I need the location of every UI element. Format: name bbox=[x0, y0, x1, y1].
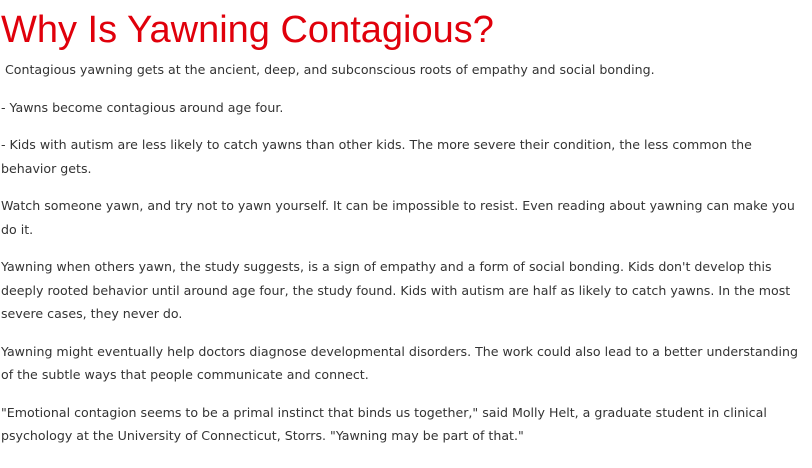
article-paragraph-intro: Contagious yawning gets at the ancient, deep, and subconscious roots of empathy and social bonding. bbox=[1, 62, 655, 77]
article-bullet-autism: - Kids with autism are less likely to catch yawns than other kids. The more severe their condition, the less common the behavior gets. bbox=[1, 137, 752, 176]
article-title: Why Is Yawning Contagious? bbox=[1, 9, 494, 51]
article-body bbox=[1, 58, 801, 462]
article-bullet-age: - Yawns become contagious around age four. bbox=[1, 99, 284, 115]
article-quote-paragraph: "Emotional contagion seems to be a primal instinct that binds us together," said Molly Helt, a graduate student in clinical psychology at the University of Connecticut, Storrs. "Yawning may be part of that." bbox=[1, 404, 767, 443]
article-paragraph: Yawning when others yawn, the study suggests, is a sign of empathy and a form of social bonding. Kids don't develop this deeply rooted behavior until around age four, the study found. Kids with autism are half as likely to catch yawns. In the most severe cases, they never do. bbox=[1, 259, 791, 321]
article-paragraph: Watch someone yawn, and try not to yawn yourself. It can be impossible to resist. Even reading about yawning can make you do it. bbox=[1, 198, 795, 237]
article-paragraph: Yawning might eventually help doctors diagnose developmental disorders. The work could also lead to a better understanding of the subtle ways that people communicate and connect. bbox=[1, 343, 799, 382]
